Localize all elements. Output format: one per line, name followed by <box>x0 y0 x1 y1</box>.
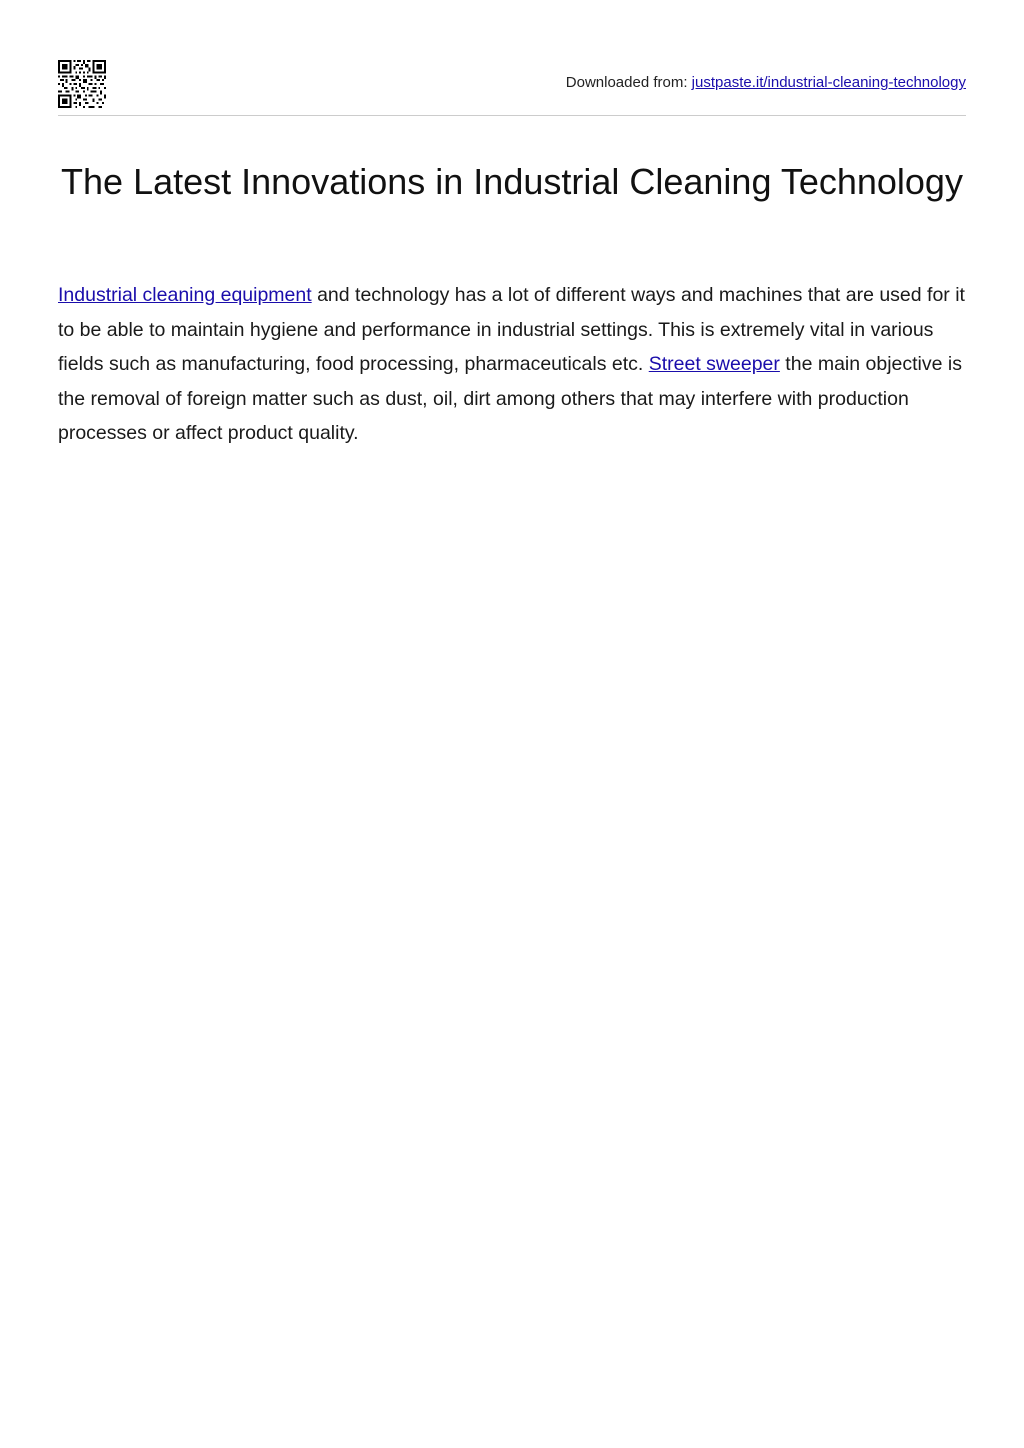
page-header <box>58 60 966 108</box>
download-source-line <box>566 74 966 92</box>
paragraph-text-part-2: the main objective is the removal of foreign matter such as dust, oil, dirt among others that may interfere with production processes or affect product quality. <box>58 353 962 444</box>
industrial-cleaning-equipment-link[interactable]: Industrial cleaning equipment <box>58 284 312 306</box>
paragraph-text-part-1: and technology has a lot of different ways and machines that are used for it to be able to maintain hygiene and performance in industrial settings. This is extremely vital in various fields such as manufacturing, food processing, pharmaceuticals etc. <box>58 284 965 375</box>
street-sweeper-link[interactable]: Street sweeper <box>648 353 780 375</box>
downloaded-from-label: Downloaded from: <box>565 74 688 91</box>
source-link[interactable]: justpaste.it/industrial-cleaning-technology <box>691 74 966 91</box>
page-title: The Latest Innovations in Industrial Cleaning Technology <box>61 161 963 202</box>
header-divider <box>58 115 966 116</box>
article-paragraph <box>58 278 973 451</box>
qr-code-icon <box>58 60 106 108</box>
